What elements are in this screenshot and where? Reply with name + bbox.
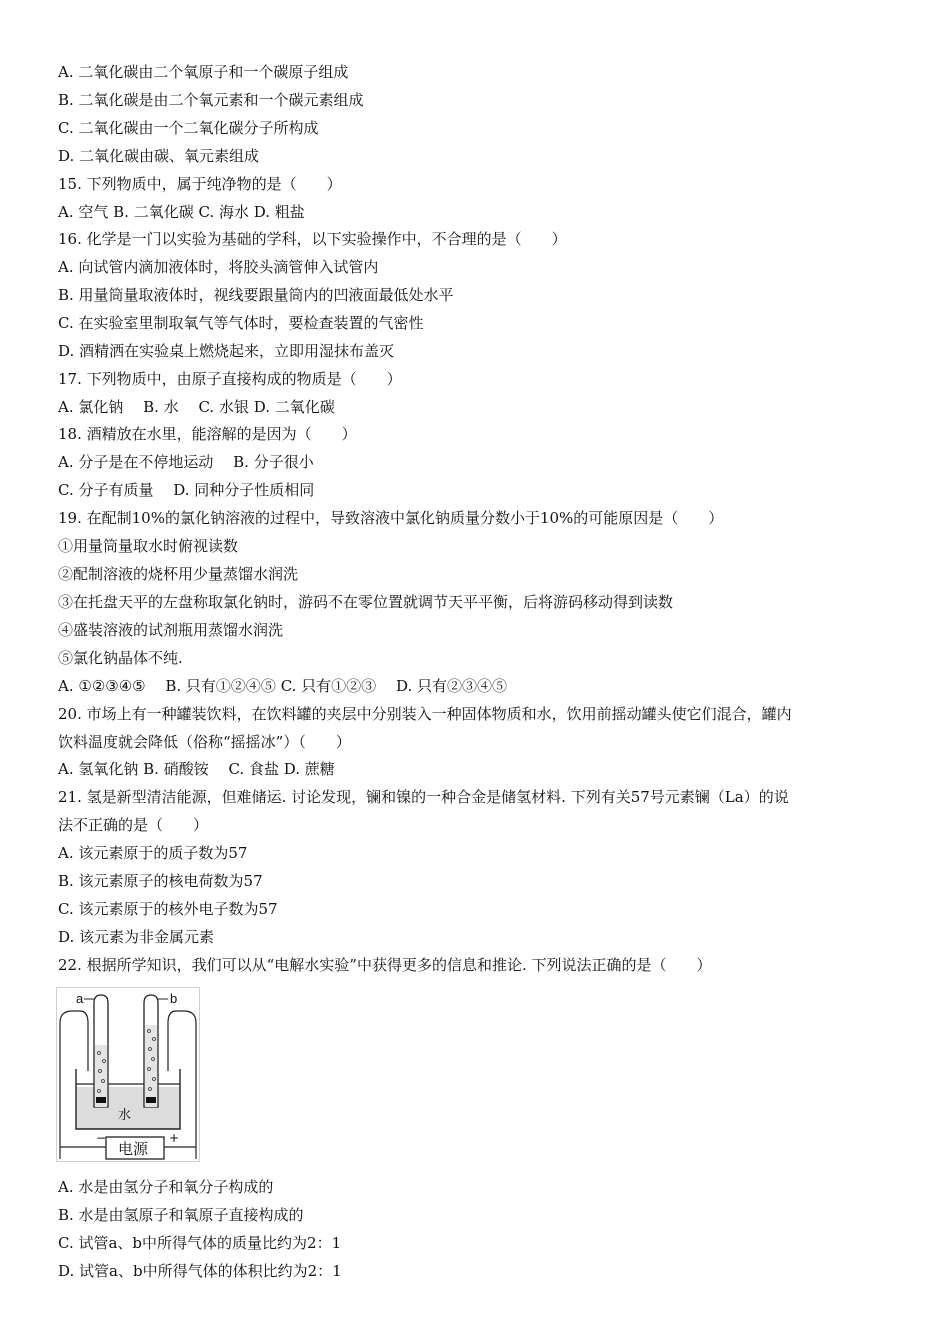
electrolysis-figure bbox=[56, 987, 200, 1162]
q18-stem: 18. 酒精放在水里，能溶解的是因为（ ） bbox=[58, 425, 357, 443]
q21-stem-line2: 法不正确的是（ ） bbox=[58, 816, 209, 834]
label-a: a bbox=[76, 991, 84, 1006]
q16-option-a: A. 向试管内滴加液体时，将胶头滴管伸入试管内 bbox=[58, 258, 379, 276]
electrolysis-diagram bbox=[56, 987, 200, 1162]
q17-options: A. 氯化钠 B. 水 C. 水银 D. 二氧化碳 bbox=[58, 398, 335, 416]
power-label: 电源 bbox=[118, 1140, 149, 1158]
q18-options-cd: C. 分子有质量 D. 同种分子性质相同 bbox=[58, 481, 315, 499]
q19-item-4: ④盛装溶液的试剂瓶用蒸馏水润洗 bbox=[58, 621, 284, 639]
q22-option-a: A. 水是由氢分子和氧分子构成的 bbox=[58, 1178, 274, 1196]
q20-stem-line1: 20. 市场上有一种罐装饮料，在饮料罐的夹层中分别装入一种固体物质和水，饮用前摇动罐头使它们混合，罐内 bbox=[58, 705, 792, 723]
q14-option-c: C. 二氧化碳由一个二氧化碳分子所构成 bbox=[58, 119, 319, 137]
q21-option-d: D. 该元素为非金属元素 bbox=[58, 928, 215, 946]
q19-stem: 19. 在配制10%的氯化钠溶液的过程中，导致溶液中氯化钠质量分数小于10%的可能原因是（ ） bbox=[58, 509, 724, 527]
q18-options-ab: A. 分子是在不停地运动 B. 分子很小 bbox=[58, 453, 314, 471]
q21-option-a: A. 该元素原于的质子数为57 bbox=[58, 844, 248, 862]
q16-option-d: D. 酒精洒在实验桌上燃烧起来，立即用湿抹布盖灭 bbox=[58, 342, 395, 360]
q21-option-b: B. 该元素原子的核电荷数为57 bbox=[58, 872, 263, 890]
q19-item-2: ②配制溶液的烧杯用少量蒸馏水润洗 bbox=[58, 565, 299, 583]
minus-sign: − bbox=[96, 1131, 107, 1145]
label-b: b bbox=[170, 991, 178, 1006]
q19-item-5: ⑤氯化钠晶体不纯. bbox=[58, 649, 183, 667]
q19-item-1: ①用量筒量取水时俯视读数 bbox=[58, 537, 239, 555]
q15-options: A. 空气 B. 二氧化碳 C. 海水 D. 粗盐 bbox=[58, 203, 305, 221]
q14-option-d: D. 二氧化碳由碳、氧元素组成 bbox=[58, 147, 260, 165]
q16-stem: 16. 化学是一门以实验为基础的学科，以下实验操作中，不合理的是（ ） bbox=[58, 230, 567, 248]
q21-option-c: C. 该元素原于的核外电子数为57 bbox=[58, 900, 278, 918]
q14-option-b: B. 二氧化碳是由二个氧元素和一个碳元素组成 bbox=[58, 91, 364, 109]
q22-stem: 22. 根据所学知识，我们可以从“电解水实验”中获得更多的信息和推论. 下列说法正确的是（ ） bbox=[58, 956, 712, 974]
q21-stem-line1: 21. 氢是新型清洁能源，但难储运. 讨论发现，镧和镍的一种合金是储氢材料. 下列有关57号元素镧（La）的说 bbox=[58, 788, 789, 806]
electrode-b bbox=[146, 1097, 156, 1103]
plus-sign: + bbox=[169, 1131, 180, 1145]
q14-option-a: A. 二氧化碳由二个氧原子和一个碳原子组成 bbox=[58, 63, 349, 81]
q22-option-c: C. 试管a、b中所得气体的质量比约为2：1 bbox=[58, 1234, 342, 1252]
q16-option-b: B. 用量筒量取液体时，视线要跟量筒内的凹液面最低处水平 bbox=[58, 286, 454, 304]
q19-item-3: ③在托盘天平的左盘称取氯化钠时，游码不在零位置就调节天平平衡，后将游码移动得到读数 bbox=[58, 593, 674, 611]
q22-option-b: B. 水是由氢原子和氧原子直接构成的 bbox=[58, 1206, 304, 1224]
q16-option-c: C. 在实验室里制取氧气等气体时，要检查装置的气密性 bbox=[58, 314, 424, 332]
q20-options: A. 氢氧化钠 B. 硝酸铵 C. 食盐 D. 蔗糖 bbox=[58, 760, 335, 778]
electrode-a bbox=[96, 1097, 106, 1103]
q20-stem-line2: 饮料温度就会降低（俗称“摇摇冰”）（ ） bbox=[58, 733, 351, 751]
q15-stem: 15. 下列物质中，属于纯净物的是（ ） bbox=[58, 175, 342, 193]
q19-options: A. ①②③④⑤ B. 只有①②④⑤ C. 只有①②③ D. 只有②③④⑤ bbox=[58, 677, 507, 695]
q22-option-d: D. 试管a、b中所得气体的体积比约为2：1 bbox=[58, 1262, 342, 1280]
water-label: 水 bbox=[118, 1108, 132, 1123]
q17-stem: 17. 下列物质中，由原子直接构成的物质是（ ） bbox=[58, 370, 402, 388]
tube-b-liquid bbox=[145, 1025, 157, 1107]
